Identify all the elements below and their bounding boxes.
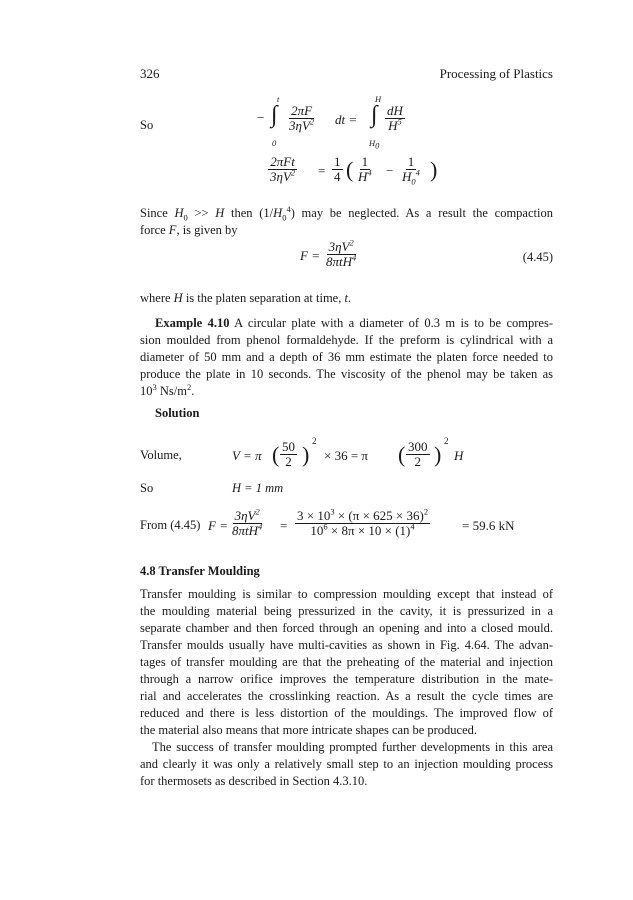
visc-base: 10: [140, 384, 153, 398]
int2-den-sup: 5: [397, 116, 402, 127]
result-equation: [268, 153, 468, 193]
s1-line-9: the material also means that more intricate shapes can be produced.: [140, 723, 478, 737]
dt-equals: dt =: [335, 112, 358, 127]
s1-line-6: through a narrow orifice improves the temperature distribution in the mate-: [140, 672, 553, 686]
force-frac-1: [230, 506, 264, 538]
term1-fraction: [356, 155, 374, 184]
vol-H: H: [454, 448, 464, 463]
force-num2-b: × (π × 625 × 36): [334, 508, 424, 523]
example-line-5: [140, 383, 553, 400]
s1-line-2: the moulding material being pressurized in the cavity, it is pressurized in a: [140, 604, 553, 618]
example-line-1: [140, 315, 553, 332]
vol-paren-open-1: (: [272, 442, 280, 467]
visc-end: .: [191, 384, 195, 398]
s1-line-1: Transfer moulding is similar to compression moulding except that instead of: [140, 587, 553, 601]
example-label: Example 4.10: [155, 316, 230, 330]
force-den2-b: × 8π × 10 × (1): [327, 523, 411, 538]
equals-sign: =: [318, 163, 326, 178]
term2-den-sup: 4: [415, 167, 420, 178]
vol-frac2-den: 2: [414, 454, 421, 469]
quarter-numerator: 1: [334, 154, 341, 169]
where-a: where: [140, 291, 174, 305]
vol-paren-open-2: (: [398, 442, 406, 467]
s1-line-5: tages of transfer moulding are that the preheating of the material and injection: [140, 655, 553, 669]
force-frac-2: [295, 506, 430, 538]
since-H0b-sub: 0: [282, 212, 287, 223]
example-line-3: diameter of 50 mm and a depth of 36 mm estimate the platen force needed to: [140, 350, 553, 364]
right-paren: ): [430, 157, 438, 182]
where-H: H: [173, 291, 183, 305]
section-heading: 4.8 Transfer Moulding: [140, 564, 260, 578]
force-num2-sup: 3: [330, 506, 335, 517]
force-equation: [140, 505, 553, 545]
vol-paren-close-1: ): [302, 442, 310, 467]
force-den2-a: 10: [310, 523, 324, 538]
s2-line-3: for thermosets as described in Section 4.3.10.: [140, 774, 368, 788]
example-text-1: A circular plate with a diameter of 0.3 m is to be compres-: [229, 316, 553, 330]
left-paren: (: [346, 157, 354, 182]
vol-paren-close-2: ): [434, 442, 442, 467]
eq445-lhs: F =: [300, 248, 320, 263]
minus-sign-2: −: [386, 163, 394, 178]
force-eq: =: [280, 518, 288, 533]
where-c: .: [347, 291, 352, 305]
integral-sign-2: ∫: [371, 102, 378, 128]
vol-square-1: 2: [312, 436, 317, 446]
equation-number: (4.45): [522, 250, 553, 264]
term2-numerator: 1: [407, 154, 415, 169]
since-paragraph: [140, 205, 553, 239]
volume-equation: [232, 428, 512, 476]
int2-denominator: H: [388, 118, 398, 133]
vol-mid: × 36 = π: [324, 448, 368, 463]
since-line-2: [140, 222, 553, 239]
vol-frac-1: [280, 440, 297, 469]
int1-den-sup: 2: [309, 116, 315, 127]
int1-numerator: 2πF: [291, 103, 313, 118]
force-lhs: F =: [208, 518, 228, 533]
since-H0b: H: [273, 206, 283, 220]
solution-heading: Solution: [155, 406, 200, 420]
term2-fraction: [400, 154, 422, 187]
vol-square-2: 2: [444, 436, 449, 446]
since-given-by: , is given by: [176, 223, 238, 237]
vol-frac1-den: 2: [285, 454, 292, 469]
eq445-num-sup: 2: [349, 237, 354, 248]
integral-sign-1: ∫: [271, 102, 278, 128]
since-gtgt: >>: [187, 206, 216, 220]
int1-denominator: 3ηV: [289, 118, 310, 133]
eq445-numerator: 3ηV: [328, 239, 350, 254]
int2-lower-limit: H: [369, 138, 376, 148]
force-den1-sup: 4: [258, 521, 263, 532]
term1-denominator: H: [358, 169, 368, 184]
from-label: From (4.45): [140, 518, 201, 532]
where-b: is the platen separation at time,: [182, 291, 345, 305]
int2-lower-sub: 0: [375, 140, 380, 151]
example-line-2: sion moulded from phenol formaldehyde. If the preform is cylindrical with a: [140, 333, 553, 347]
term2-den-sub: 0: [411, 176, 416, 187]
force-result: = 59.6 kN: [462, 518, 515, 533]
lhs-numerator: 2πFt: [270, 154, 295, 169]
int2-upper-limit: H: [375, 94, 382, 104]
section-paragraph-1: [140, 586, 553, 790]
force-den2-sup2: 4: [410, 521, 415, 532]
force-den1: 8πtH: [232, 523, 259, 538]
minus-sign: −: [257, 110, 265, 125]
vol-frac1-num: 50: [282, 439, 295, 454]
force-num1-sup: 2: [255, 506, 260, 517]
since-H0-sub: 0: [183, 212, 188, 223]
int2-numerator: dH: [387, 103, 403, 118]
s2-line-1: The success of transfer moulding prompted further developments in this area: [152, 740, 553, 754]
vol-lhs: V = π: [232, 448, 262, 463]
term2-denominator: H: [402, 169, 412, 184]
visc-exp: 3: [152, 381, 157, 392]
vol-frac2-num: 300: [408, 439, 428, 454]
eq445-den-sup: 4: [352, 252, 357, 263]
quarter-denominator: 4: [334, 169, 341, 184]
since-text-a: Since: [140, 206, 175, 220]
quarter-fraction: [332, 155, 343, 184]
where-t: t: [344, 291, 348, 305]
where-line: [140, 290, 351, 307]
s1-line-7: rial and accelerates the crosslinking reaction. As a result the cycle times are: [140, 689, 553, 703]
s1-line-4: Transfer moulds usually have multi-cavities as shown in Fig. 4.64. The advan-: [140, 638, 553, 652]
since-force: force: [140, 223, 169, 237]
since-H0: H: [174, 206, 184, 220]
vol-frac-2: [406, 440, 430, 469]
running-title: Processing of Plastics: [439, 66, 553, 81]
integral-equation: [257, 92, 457, 156]
since-H: H: [215, 206, 225, 220]
s1-line-8: reduced and there is less distortion of the mouldings. The improved flow of: [140, 706, 553, 720]
term1-numerator: 1: [361, 154, 369, 169]
visc-unit-exp: 2: [186, 381, 192, 392]
force-num1: 3ηV: [234, 508, 256, 523]
int1-fraction: [287, 104, 316, 133]
volume-label: Volume,: [140, 448, 182, 462]
lhs-denominator: 3ηV: [270, 169, 291, 184]
eq445-denominator: 8πtH: [326, 254, 353, 269]
visc-unit: Ns/m: [156, 384, 187, 398]
since-H0b-sup: 4: [286, 203, 291, 214]
example-4-10: [140, 315, 553, 400]
lhs-den-sup: 2: [290, 167, 296, 178]
int2-fraction: [385, 104, 405, 133]
s1-line-3: separate chamber and then forced through an opening and into a closed mould.: [140, 621, 553, 635]
force-num2-sup2: 2: [423, 506, 429, 517]
force-num2-a: 3 × 10: [297, 508, 331, 523]
since-F: F: [168, 223, 177, 237]
example-line-4: produce the plate in 10 seconds. The viscosity of the phenol may be taken as: [140, 367, 553, 381]
lhs-fraction: [268, 155, 297, 184]
page-number: 326: [140, 66, 160, 81]
force-den2-sup: 6: [323, 521, 328, 532]
int1-upper-limit: t: [277, 94, 280, 104]
term1-den-sup: 4: [367, 167, 372, 178]
since-rest: ) may be neglected. As a result the compaction: [290, 206, 553, 220]
since-line-1: [140, 205, 553, 222]
int1-lower-limit: 0: [272, 138, 277, 148]
since-then: then (1/: [224, 206, 274, 220]
eq-so-label: So: [140, 118, 154, 132]
eq445-fraction: [324, 237, 358, 269]
so-label: So: [140, 481, 154, 495]
s2-line-2: and clearly it was only a relatively small step to an injection moulding process: [140, 757, 553, 771]
so-equation: H = 1 mm: [232, 481, 284, 495]
equation-4-45: [300, 238, 420, 278]
